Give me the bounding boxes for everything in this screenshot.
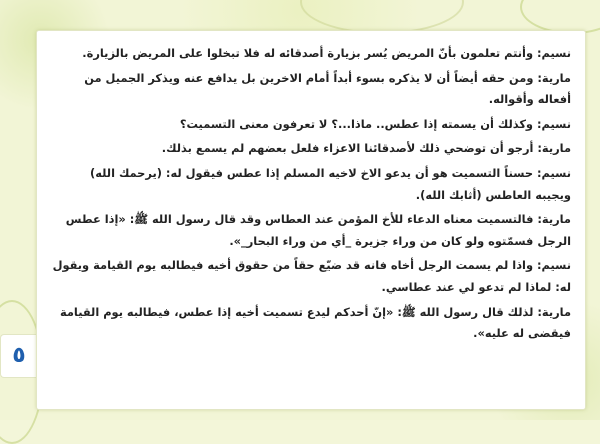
dialogue-line-maria-2: مارية: أرجو أن توضحي ذلك لأصدقائنا الاعزاء فلعل بعضهم لم يسمع بذلك.: [161, 141, 571, 156]
dialogue-line-naseem-3: نسيم: حسناً التسميت هو أن يدعو الاخ لاخيه المسلم إذا عطس فيقول له: (يرحمك الله) ويجيبه العاطس (أثابك الله).: [90, 165, 571, 202]
dialogue-line-naseem-4: نسيم: واذا لم يسمت الرجل أخاه فانه قد ضيّع حقاً من حقوق أخيه فيطالبه يوم القيامة ويقول له: لماذا لم تدعو لي عند عطاسي.: [52, 258, 571, 294]
page-number: ٥: [12, 343, 26, 368]
dialogue-text: [51, 43, 571, 345]
decorative-swirl: [520, 0, 600, 34]
dialogue-line-maria-4: مارية: لذلك قال رسول الله ﷺ: «إنّ أحدكم ليدع تسميت أخيه إذا عطس، فيطالبه يوم القيامة فيقضى له عليه».: [59, 304, 571, 341]
page-number-tab: [0, 334, 37, 378]
content-panel: [36, 30, 586, 410]
dialogue-line-naseem-2: نسيم: وكذلك أن يسمته إذا عطس.. ماذا...؟ لا تعرفون معنى التسميت؟: [179, 116, 571, 131]
dialogue-line-maria-3: مارية: فالتسميت معناه الدعاء للأخ المؤمن عند العطاس وقد قال رسول الله ﷺ: «إذا عطس الرجل فسمّتوه ولو كان من وراء جزيرة _أي من وراء البحار_».: [65, 212, 571, 248]
dialogue-line-maria-1: مارية: ومن حقه أيضاً أن لا يذكره بسوء أبداً أمام الاخرين بل يدافع عنه ويذكر الجميل من أفعاله وأقواله.: [84, 70, 571, 107]
decorative-swirl: [300, 0, 464, 34]
dialogue-line-naseem-1: نسيم: وأنتم تعلمون بأنّ المريض يُسر بزيارة أصدقائه له فلا تبخلوا على المريض بالزيارة.: [82, 46, 571, 60]
